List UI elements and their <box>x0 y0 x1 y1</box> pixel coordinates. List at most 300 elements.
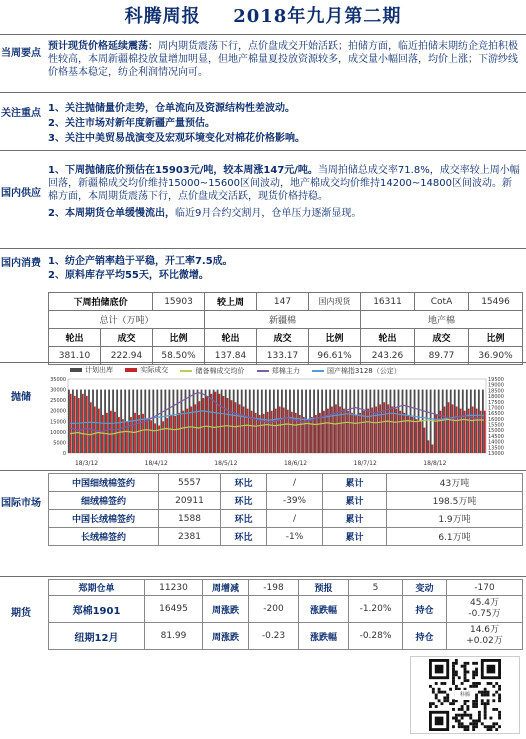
plan-bar <box>357 390 359 453</box>
actual-bar <box>210 394 212 453</box>
legend-swatch-avg <box>180 370 192 372</box>
pct-change-label: 涨跌幅 <box>299 623 349 650</box>
actual-bar <box>432 445 434 453</box>
contract-name: 细绒棉签约 <box>49 492 159 510</box>
qr-module <box>443 699 446 702</box>
qr-module <box>438 688 441 691</box>
plan-bar <box>289 390 291 453</box>
actual-bar <box>251 411 253 453</box>
qr-module <box>452 708 455 711</box>
qr-module <box>455 719 458 722</box>
qr-module <box>487 702 490 705</box>
actual-bar <box>90 402 92 453</box>
col-header: 轮出 <box>361 329 415 347</box>
focus-item: 3、关注中美贸易战演变及宏观环境变化对棉花价格影响。 <box>48 133 305 144</box>
plan-bar <box>446 390 448 453</box>
qr-module <box>452 668 455 671</box>
actual-bar <box>395 409 397 453</box>
contract-value: 1588 <box>159 510 221 528</box>
qr-module <box>435 682 438 685</box>
qr-module <box>438 691 441 694</box>
open-interest-value <box>447 596 523 623</box>
plan-bar <box>450 390 452 453</box>
overview-body: 周内期货震荡下行，点价盘成交开始活跃；拍储方面，临近拍储末期纺企竞拍积极性较高，本周新疆棉投放量增加明显，但地产棉量夏投放资源较多，成交量小幅回落，均价上涨；下游纱线价格基本稳定，纺企利润情况向可。 <box>48 41 518 78</box>
qr-module <box>478 691 481 694</box>
qr-module <box>466 728 469 731</box>
plan-bar <box>213 390 215 453</box>
qr-module <box>435 705 438 708</box>
weekly-change-value: -200 <box>249 596 299 623</box>
qr-module <box>495 722 498 725</box>
plan-bar <box>136 390 138 453</box>
open-interest-total: 45.4万 <box>469 598 500 608</box>
qr-module <box>466 708 469 711</box>
qr-module <box>475 722 478 725</box>
actual-bar <box>452 404 454 453</box>
qr-module <box>489 717 492 720</box>
plan-bar <box>361 390 363 453</box>
qr-module <box>464 702 467 705</box>
consumption-item-text: 2、原料库存平均55天，环比微增。 <box>48 270 209 281</box>
legend-swatch-zce <box>257 370 269 372</box>
plan-bar <box>241 390 243 453</box>
plan-bar <box>373 390 375 453</box>
cumulative-label: 累计 <box>323 492 387 510</box>
qr-module <box>464 671 467 674</box>
actual-bar <box>190 406 192 453</box>
qr-module <box>498 699 501 702</box>
qr-module <box>452 662 455 665</box>
plan-bar <box>249 390 251 453</box>
qr-module <box>487 699 490 702</box>
qr-module <box>484 708 487 711</box>
plan-bar <box>329 390 331 453</box>
futures-label: 期货 <box>11 608 31 619</box>
plan-bar <box>277 390 279 453</box>
plan-bar <box>140 390 142 453</box>
qr-module <box>466 671 469 674</box>
contract-name: 中国长绒棉签约 <box>49 510 159 528</box>
qr-module <box>495 682 498 685</box>
plan-bar <box>426 390 428 453</box>
actual-bar <box>271 411 273 453</box>
qr-module <box>464 728 467 731</box>
actual-bar <box>178 413 180 453</box>
plan-bar <box>197 390 199 453</box>
plan-bar <box>229 390 231 453</box>
plan-bar <box>257 390 259 453</box>
qr-module <box>472 671 475 674</box>
actual-bar <box>275 409 277 453</box>
actual-bar <box>287 410 289 453</box>
qr-module <box>464 662 467 665</box>
qr-module <box>432 691 435 694</box>
futures-value: 11230 <box>145 580 203 596</box>
qr-module <box>492 694 495 697</box>
qr-module <box>466 679 469 682</box>
qr-module <box>443 696 446 699</box>
y-right-tick-label: 18500 <box>488 388 504 395</box>
qr-module <box>441 691 444 694</box>
y-right-tick-label: 13000 <box>488 451 504 457</box>
plan-bar <box>293 390 295 453</box>
qr-module <box>472 685 475 688</box>
plan-bar <box>285 390 287 453</box>
chart-section <box>0 362 526 468</box>
futures-value: 16495 <box>145 596 203 623</box>
qr-code-block <box>410 656 520 734</box>
qr-module <box>475 699 478 702</box>
qr-module <box>466 662 469 665</box>
qr-module <box>475 696 478 699</box>
qr-module <box>438 699 441 702</box>
qr-module <box>435 696 438 699</box>
supply-p1 <box>48 164 520 203</box>
open-interest-change: +0.02万 <box>466 636 503 646</box>
qr-module <box>472 719 475 722</box>
plan-bar <box>253 390 255 453</box>
value-cell: 222.94 <box>101 347 153 365</box>
plan-bar <box>482 390 484 453</box>
plan-bar <box>168 390 170 453</box>
actual-bar <box>166 418 168 453</box>
qr-module <box>441 702 444 705</box>
actual-bar <box>215 392 217 453</box>
qr-module <box>435 694 438 697</box>
y-left-tick-label: 0 <box>62 451 66 457</box>
plan-bar <box>209 390 211 453</box>
x-tick-label: 18/6/12 <box>283 460 308 467</box>
col-header: 成交 <box>257 329 309 347</box>
plan-bar <box>309 390 311 453</box>
forecast-value: 5 <box>349 580 403 596</box>
plan-bar <box>100 390 102 453</box>
qr-module <box>472 662 475 665</box>
actual-bar <box>347 411 349 453</box>
next-floor-price-label: 下周拍储底价 <box>49 293 153 311</box>
qr-module <box>484 705 487 708</box>
qr-module <box>469 717 472 720</box>
contract-name: 长绒棉签约 <box>49 528 159 546</box>
market-col-header-row <box>49 329 523 347</box>
actual-bar <box>202 398 204 453</box>
actual-bar <box>448 402 450 453</box>
value-cell: 89.77 <box>415 347 469 365</box>
market-table <box>48 292 523 365</box>
qr-module <box>495 708 498 711</box>
actual-bar <box>371 408 373 453</box>
qr-module <box>464 711 467 714</box>
mom-label: 环比 <box>221 492 267 510</box>
focus-section <box>0 92 526 148</box>
col-header: 比例 <box>309 329 361 347</box>
plan-bar <box>269 390 271 453</box>
cumulative-value: 43万吨 <box>387 474 523 492</box>
qr-module <box>475 671 478 674</box>
actual-bar <box>419 421 421 453</box>
qr-module <box>492 725 495 728</box>
qr-module <box>461 665 464 668</box>
qr-module <box>464 665 467 668</box>
qr-module <box>472 705 475 708</box>
actual-bar <box>319 413 321 453</box>
actual-bar <box>464 411 466 453</box>
y-right-tick-label: 17000 <box>488 405 504 412</box>
plan-bar <box>353 390 355 453</box>
brand-title: 科腾周报 <box>124 6 201 27</box>
x-tick-label: 18/8/12 <box>423 460 447 467</box>
qr-module <box>498 714 501 717</box>
plan-bar <box>88 390 90 453</box>
plan-bar <box>112 390 114 453</box>
actual-bar <box>311 417 313 453</box>
y-right-tick-label: 16000 <box>488 416 504 423</box>
mom-label: 环比 <box>221 474 267 492</box>
qr-module <box>475 725 478 728</box>
qr-module <box>446 696 449 699</box>
x-tick-label: 18/4/12 <box>144 460 168 467</box>
plan-bar <box>233 390 235 453</box>
plan-bar <box>369 390 371 453</box>
group-header-total: 总计（万吨） <box>49 311 205 329</box>
mom-value: / <box>267 510 323 528</box>
plan-bar <box>281 390 283 453</box>
plan-bar <box>152 390 154 453</box>
qr-module <box>461 717 464 720</box>
issue-title: 2018年九月第二期 <box>233 6 402 27</box>
plan-bar <box>156 390 158 453</box>
supply-label: 国内供应 <box>1 188 41 199</box>
qr-module <box>487 728 490 731</box>
pct-change-value: -1.20% <box>349 596 403 623</box>
actual-bar <box>154 423 156 453</box>
focus-list <box>48 101 520 146</box>
y-left-tick-label: 25000 <box>50 398 66 405</box>
legend-item <box>70 365 113 375</box>
futures-section <box>0 576 526 652</box>
plan-bar <box>193 390 195 453</box>
actual-bar <box>363 411 365 453</box>
qr-module <box>432 688 435 691</box>
qr-module <box>452 665 455 668</box>
actual-bar <box>86 396 88 453</box>
qr-module <box>461 725 464 728</box>
y-left-tick-label: 5000 <box>53 440 66 447</box>
mom-value: -1% <box>267 528 323 546</box>
value-cell: 133.17 <box>257 347 309 365</box>
qr-module <box>452 679 455 682</box>
contract-value: 20911 <box>159 492 221 510</box>
plan-bar <box>341 390 343 453</box>
plan-bar <box>173 390 175 453</box>
actual-bar <box>114 412 116 453</box>
contract-value: 5557 <box>159 474 221 492</box>
legend-swatch-actual <box>125 368 137 372</box>
actual-bar <box>411 417 413 453</box>
actual-bar <box>170 415 172 453</box>
domestic-spot-label: 国内现货 <box>309 293 361 311</box>
plan-bar <box>470 390 472 453</box>
supply-section <box>0 150 526 246</box>
qr-module <box>441 682 444 685</box>
actual-bar <box>186 409 188 453</box>
plan-bar <box>349 390 351 453</box>
actual-bar <box>146 419 148 453</box>
actual-bar <box>106 413 108 453</box>
qr-module <box>498 694 501 697</box>
qr-module <box>492 685 495 688</box>
qr-module <box>455 659 458 662</box>
qr-module <box>452 702 455 705</box>
plan-bar <box>108 390 110 453</box>
y-right-tick-label: 13500 <box>488 445 504 452</box>
supply-p1-body: 当周拍储总成交率71.8%，成交率较上周小幅回落，新疆棉成交均价维持15000~15600区间波动，地产棉成交均价维持14200~14800区间波动。新棉方面，本周期货震荡下行，点价盘成交活跃，现货价格持稳。 <box>48 165 520 202</box>
qr-module <box>464 676 467 679</box>
value-cell: 96.61% <box>309 347 361 365</box>
qr-module <box>484 717 487 720</box>
qr-module <box>475 673 478 676</box>
qr-module <box>458 719 461 722</box>
qr-module <box>484 694 487 697</box>
plan-bar <box>177 390 179 453</box>
plan-bar <box>454 390 456 453</box>
consumption-list <box>48 255 520 283</box>
qr-module <box>481 694 484 697</box>
cumulative-value: 198.5万吨 <box>387 492 523 510</box>
plan-bar <box>317 390 319 453</box>
qr-module <box>498 711 501 714</box>
next-floor-price-value: 15903 <box>153 293 205 311</box>
qr-module <box>472 725 475 728</box>
overview-label <box>0 47 42 60</box>
international-section <box>0 470 526 575</box>
open-interest-change: -0.75万 <box>468 609 501 619</box>
qr-module <box>461 708 464 711</box>
futures-row <box>49 596 523 623</box>
qr-module <box>464 673 467 676</box>
qr-module <box>481 691 484 694</box>
qr-finder-core <box>487 665 496 674</box>
qr-module <box>472 728 475 731</box>
qr-module <box>432 702 435 705</box>
actual-bar <box>267 412 269 453</box>
qr-module <box>458 714 461 717</box>
international-row <box>49 492 523 510</box>
actual-bar <box>415 419 417 453</box>
col-header: 比例 <box>153 329 205 347</box>
futures-row <box>49 580 523 596</box>
actual-bar <box>307 419 309 453</box>
weekly-change-label: 周涨跌 <box>203 596 249 623</box>
plan-bar <box>84 390 86 453</box>
y-right-tick-label: 19500 <box>488 377 504 383</box>
futures-name: 纽期12月 <box>49 623 145 650</box>
actual-bar <box>206 396 208 453</box>
plan-bar <box>76 390 78 453</box>
qr-module <box>464 714 467 717</box>
supply-p2-body: 临近9月合约交割月，仓单压力逐渐显现。 <box>174 208 362 219</box>
plan-bar <box>181 390 183 453</box>
plan-bar <box>96 390 98 453</box>
qr-module <box>475 682 478 685</box>
actual-bar <box>383 402 385 453</box>
legend-swatch-plan <box>70 368 82 372</box>
actual-bar <box>243 406 245 453</box>
actual-bar <box>403 413 405 453</box>
qr-module <box>498 688 501 691</box>
consumption-label: 国内消费 <box>1 258 41 269</box>
actual-bar <box>343 409 345 453</box>
cumulative-value: 6.1万吨 <box>387 528 523 546</box>
qr-module <box>484 688 487 691</box>
qr-module <box>455 685 458 688</box>
qr-module <box>478 711 481 714</box>
actual-bar <box>428 440 430 453</box>
actual-bar <box>472 406 474 453</box>
plan-bar <box>245 390 247 453</box>
qr-module <box>478 717 481 720</box>
cumulative-label: 累计 <box>323 474 387 492</box>
qr-module <box>446 694 449 697</box>
plan-bar <box>321 390 323 453</box>
cumulative-value: 1.9万吨 <box>387 510 523 528</box>
plan-bar <box>377 390 379 453</box>
col-header: 成交 <box>415 329 469 347</box>
cumulative-label: 累计 <box>323 528 387 546</box>
qr-module <box>492 699 495 702</box>
y-right-tick-label: 17500 <box>488 399 504 406</box>
plan-bar <box>164 390 166 453</box>
international-row <box>49 528 523 546</box>
focus-label: 关注重点 <box>1 108 41 119</box>
actual-bar <box>247 409 249 453</box>
mom-value: / <box>267 474 323 492</box>
qr-module <box>475 694 478 697</box>
plan-bar <box>116 390 118 453</box>
qr-module <box>455 714 458 717</box>
qr-module <box>484 725 487 728</box>
actual-bar <box>150 420 152 453</box>
cota-value: 15496 <box>469 293 523 311</box>
plan-bar <box>313 390 315 453</box>
plan-bar <box>325 390 327 453</box>
plan-bar <box>333 390 335 453</box>
qr-module <box>498 725 501 728</box>
vs-last-week-label: 较上周 <box>205 293 257 311</box>
chart-legend <box>70 365 520 375</box>
qr-module <box>452 676 455 679</box>
market-group-header-row <box>49 311 523 329</box>
y-left-tick-label: 10000 <box>50 429 66 436</box>
page-header <box>0 0 526 30</box>
qr-module <box>492 722 495 725</box>
qr-module <box>466 714 469 717</box>
plan-bar <box>478 390 480 453</box>
consumption-item-text: 1、纺企产销率趋于平稳，开工率7.5成。 <box>48 256 233 267</box>
plan-bar <box>474 390 476 453</box>
actual-bar <box>315 415 317 453</box>
y-left-tick-label: 20000 <box>50 408 66 415</box>
qr-module <box>481 699 484 702</box>
actual-bar <box>335 404 337 453</box>
qr-module <box>452 673 455 676</box>
qr-module <box>475 705 478 708</box>
plan-bar <box>430 390 432 453</box>
international-label: 国际市场 <box>1 498 41 509</box>
actual-bar <box>122 419 124 453</box>
qr-module <box>484 702 487 705</box>
y-left-tick-label: 35000 <box>50 377 66 383</box>
